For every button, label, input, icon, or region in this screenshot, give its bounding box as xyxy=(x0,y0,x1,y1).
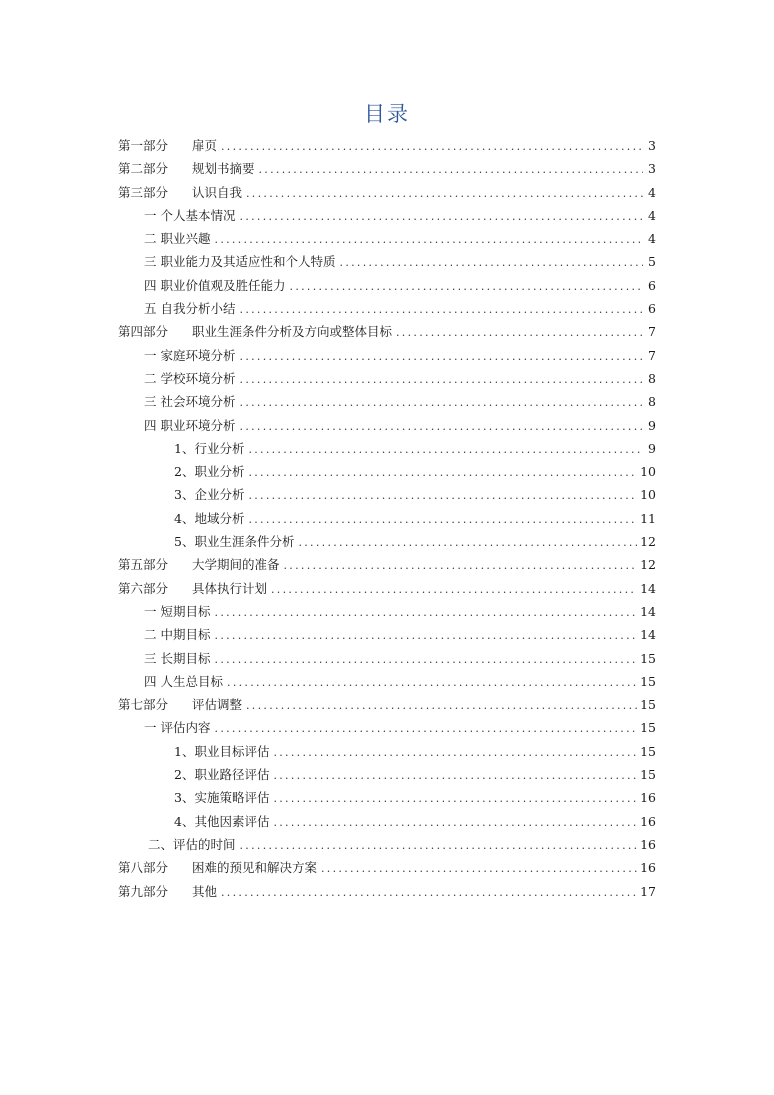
toc-entry-page: 4 xyxy=(648,207,656,223)
dot-leader xyxy=(259,158,643,181)
toc-entry-page: 16 xyxy=(640,860,656,876)
toc-entry-label: 其他 xyxy=(192,883,218,899)
dot-leader xyxy=(240,205,643,228)
toc-entry-page: 14 xyxy=(640,580,656,596)
toc-entry[interactable] xyxy=(118,623,656,646)
dot-leader xyxy=(246,182,643,205)
toc-entry-page: 15 xyxy=(640,767,656,783)
dot-leader xyxy=(240,415,643,438)
toc-entry-page: 15 xyxy=(640,673,656,689)
toc-entry[interactable] xyxy=(118,693,656,716)
dot-leader xyxy=(273,741,637,764)
dot-leader xyxy=(221,881,637,904)
toc-entry-label: 自我分析小结 xyxy=(160,301,236,317)
dot-leader xyxy=(240,298,643,321)
toc-entry-page: 12 xyxy=(640,557,656,573)
toc-entry-label: 评估内容 xyxy=(160,720,211,736)
toc-entry-prefix: 第五部分 xyxy=(118,557,169,573)
toc-entry[interactable] xyxy=(118,880,656,903)
toc-entry-label: 4、其他因素评估 xyxy=(174,813,270,829)
toc-entry-label: 职业兴趣 xyxy=(160,231,211,247)
toc-entry-page: 9 xyxy=(648,440,656,456)
toc-entry-label: 人生总目标 xyxy=(160,673,224,689)
dot-leader xyxy=(396,321,643,344)
toc-entry[interactable] xyxy=(118,134,656,157)
toc-entry-prefix: 一 xyxy=(144,603,157,619)
toc-entry-prefix: 二 xyxy=(144,370,157,386)
toc-entry[interactable] xyxy=(118,600,656,623)
dot-leader xyxy=(227,671,637,694)
toc-entry-page: 3 xyxy=(648,161,656,177)
toc-entry[interactable] xyxy=(118,670,656,693)
toc-entry[interactable] xyxy=(118,833,656,856)
toc-entry-label: 中期目标 xyxy=(160,627,211,643)
toc-entry-prefix: 二 xyxy=(144,627,157,643)
dot-leader xyxy=(215,601,638,624)
dot-leader xyxy=(273,787,637,810)
dot-leader xyxy=(340,251,643,274)
toc-entry-label: 评估调整 xyxy=(192,697,243,713)
toc-entry-label: 职业生涯条件分析及方向或整体目标 xyxy=(192,324,393,340)
toc-entry-prefix: 第三部分 xyxy=(118,184,169,200)
toc-entry-label: 1、职业目标评估 xyxy=(174,743,270,759)
toc-entry-label: 2、职业路径评估 xyxy=(174,767,270,783)
toc-entry-label: 短期目标 xyxy=(160,603,211,619)
toc-entry-page: 8 xyxy=(648,370,656,386)
toc-entry[interactable] xyxy=(118,320,656,343)
dot-leader xyxy=(215,228,643,251)
toc-entry-label: 职业能力及其适应性和个人特质 xyxy=(160,254,336,270)
toc-entry-prefix: 三 xyxy=(144,650,157,666)
dot-leader xyxy=(321,857,637,880)
toc-entry[interactable] xyxy=(118,204,656,227)
toc-entry-page: 15 xyxy=(640,650,656,666)
toc-entry-page: 6 xyxy=(648,277,656,293)
toc-entry-label: 社会环境分析 xyxy=(160,394,236,410)
toc-entry[interactable] xyxy=(118,763,656,786)
toc-entry-page: 15 xyxy=(640,720,656,736)
dot-leader xyxy=(215,717,638,740)
toc-entry[interactable] xyxy=(118,716,656,739)
toc-entry-label: 规划书摘要 xyxy=(192,161,255,177)
toc-entry-label: 5、职业生涯条件分析 xyxy=(174,534,295,550)
toc-entry-prefix: 四 xyxy=(144,673,157,689)
toc-entry[interactable] xyxy=(118,530,656,553)
toc-entry[interactable] xyxy=(118,507,656,530)
toc-entry-prefix: 四 xyxy=(144,417,157,433)
dot-leader xyxy=(273,764,637,787)
toc-entry-label: 认识自我 xyxy=(192,184,243,200)
toc-entry-page: 4 xyxy=(648,231,656,247)
dot-leader xyxy=(298,531,637,554)
toc-entry-prefix: 一 xyxy=(144,720,157,736)
toc-entry[interactable] xyxy=(118,553,656,576)
toc-entry-page: 8 xyxy=(648,394,656,410)
dot-leader xyxy=(215,648,638,671)
toc-entry[interactable] xyxy=(118,460,656,483)
toc-entry-label: 3、企业分析 xyxy=(174,487,245,503)
toc-entry-prefix: 一 xyxy=(144,347,157,363)
toc-entry[interactable] xyxy=(118,740,656,763)
toc-entry[interactable] xyxy=(118,810,656,833)
toc-entry[interactable] xyxy=(118,274,656,297)
toc-entry-label: 4、地域分析 xyxy=(174,510,245,526)
dot-leader xyxy=(290,275,643,298)
toc-entry-page: 7 xyxy=(648,347,656,363)
dot-leader xyxy=(273,811,637,834)
toc-entry-label: 具体执行计划 xyxy=(192,580,268,596)
dot-leader xyxy=(271,578,637,601)
toc-entry[interactable] xyxy=(118,181,656,204)
dot-leader xyxy=(248,461,637,484)
toc-entry-page: 6 xyxy=(648,301,656,317)
dot-leader xyxy=(240,834,638,857)
toc-entry-prefix: 第九部分 xyxy=(118,883,169,899)
toc-entry-label: 长期目标 xyxy=(160,650,211,666)
toc-entry-page: 3 xyxy=(648,138,656,153)
toc-entry-page: 12 xyxy=(640,534,656,550)
toc-entry-prefix: 第八部分 xyxy=(118,860,169,876)
toc-entry[interactable] xyxy=(118,647,656,670)
toc-entry-page: 14 xyxy=(640,627,656,643)
toc-entry[interactable] xyxy=(118,390,656,413)
toc-entry-prefix: 第二部分 xyxy=(118,161,169,177)
dot-leader xyxy=(221,135,643,158)
dot-leader xyxy=(248,438,643,461)
toc-entry-page: 9 xyxy=(648,417,656,433)
dot-leader xyxy=(240,368,643,391)
toc-entry-page: 11 xyxy=(640,510,656,526)
toc-entry-label: 扉页 xyxy=(192,138,218,153)
toc-entry-label: 职业环境分析 xyxy=(160,417,236,433)
toc-entry[interactable] xyxy=(118,250,656,273)
toc-entry-prefix: 三 xyxy=(144,254,157,270)
toc-entry-prefix: 第七部分 xyxy=(118,697,169,713)
toc-entry-label: 学校环境分析 xyxy=(160,370,236,386)
toc-entry-prefix: 一 xyxy=(144,207,157,223)
toc-entry-label: 困难的预见和解决方案 xyxy=(192,860,318,876)
toc-entry-page: 15 xyxy=(640,743,656,759)
toc-entry[interactable] xyxy=(118,577,656,600)
dot-leader xyxy=(240,391,643,414)
toc-entry-page: 14 xyxy=(640,603,656,619)
dot-leader xyxy=(248,484,637,507)
toc-entry[interactable] xyxy=(118,367,656,390)
toc-entry-label: 家庭环境分析 xyxy=(160,347,236,363)
toc-entry[interactable] xyxy=(118,786,656,809)
toc-entry-page: 16 xyxy=(640,813,656,829)
toc-entry[interactable] xyxy=(118,157,656,180)
toc-entry-prefix: 三 xyxy=(144,394,157,410)
toc-entry-label: 1、行业分析 xyxy=(174,440,245,456)
toc-entry[interactable] xyxy=(118,437,656,460)
toc-entry-prefix: 第一部分 xyxy=(118,138,169,153)
toc-entry[interactable] xyxy=(118,483,656,506)
toc-entry-page: 7 xyxy=(648,324,656,340)
toc-entry[interactable] xyxy=(118,344,656,367)
toc-entry-prefix: 第四部分 xyxy=(118,324,169,340)
toc-entry-prefix: 四 xyxy=(144,277,157,293)
toc-entry-label: 大学期间的准备 xyxy=(192,557,280,573)
dot-leader xyxy=(240,345,643,368)
toc-entry-page: 10 xyxy=(640,464,656,480)
toc-entry-label: 二、评估的时间 xyxy=(148,836,236,852)
page-title: 目录 xyxy=(364,102,410,126)
toc-entry[interactable] xyxy=(118,227,656,250)
toc-entry-page: 16 xyxy=(640,836,656,852)
toc-entry-label: 个人基本情况 xyxy=(160,207,236,223)
dot-leader xyxy=(246,694,637,717)
toc-entry-label: 职业价值观及胜任能力 xyxy=(160,277,286,293)
toc-entry-label: 2、职业分析 xyxy=(174,464,245,480)
table-of-contents xyxy=(118,134,656,903)
toc-entry-prefix: 第六部分 xyxy=(118,580,169,596)
dot-leader xyxy=(215,624,638,647)
toc-entry-page: 10 xyxy=(640,487,656,503)
toc-entry-prefix: 二 xyxy=(144,231,157,247)
toc-entry[interactable] xyxy=(118,856,656,879)
toc-entry-prefix: 五 xyxy=(144,301,157,317)
toc-entry-page: 5 xyxy=(648,254,656,270)
toc-entry-page: 17 xyxy=(640,883,656,899)
toc-entry-page: 16 xyxy=(640,790,656,806)
toc-entry-label: 3、实施策略评估 xyxy=(174,790,270,806)
dot-leader xyxy=(248,508,637,531)
toc-entry-page: 15 xyxy=(640,697,656,713)
toc-entry[interactable] xyxy=(118,297,656,320)
toc-entry[interactable] xyxy=(118,414,656,437)
toc-entry-page: 4 xyxy=(648,184,656,200)
dot-leader xyxy=(284,554,638,577)
